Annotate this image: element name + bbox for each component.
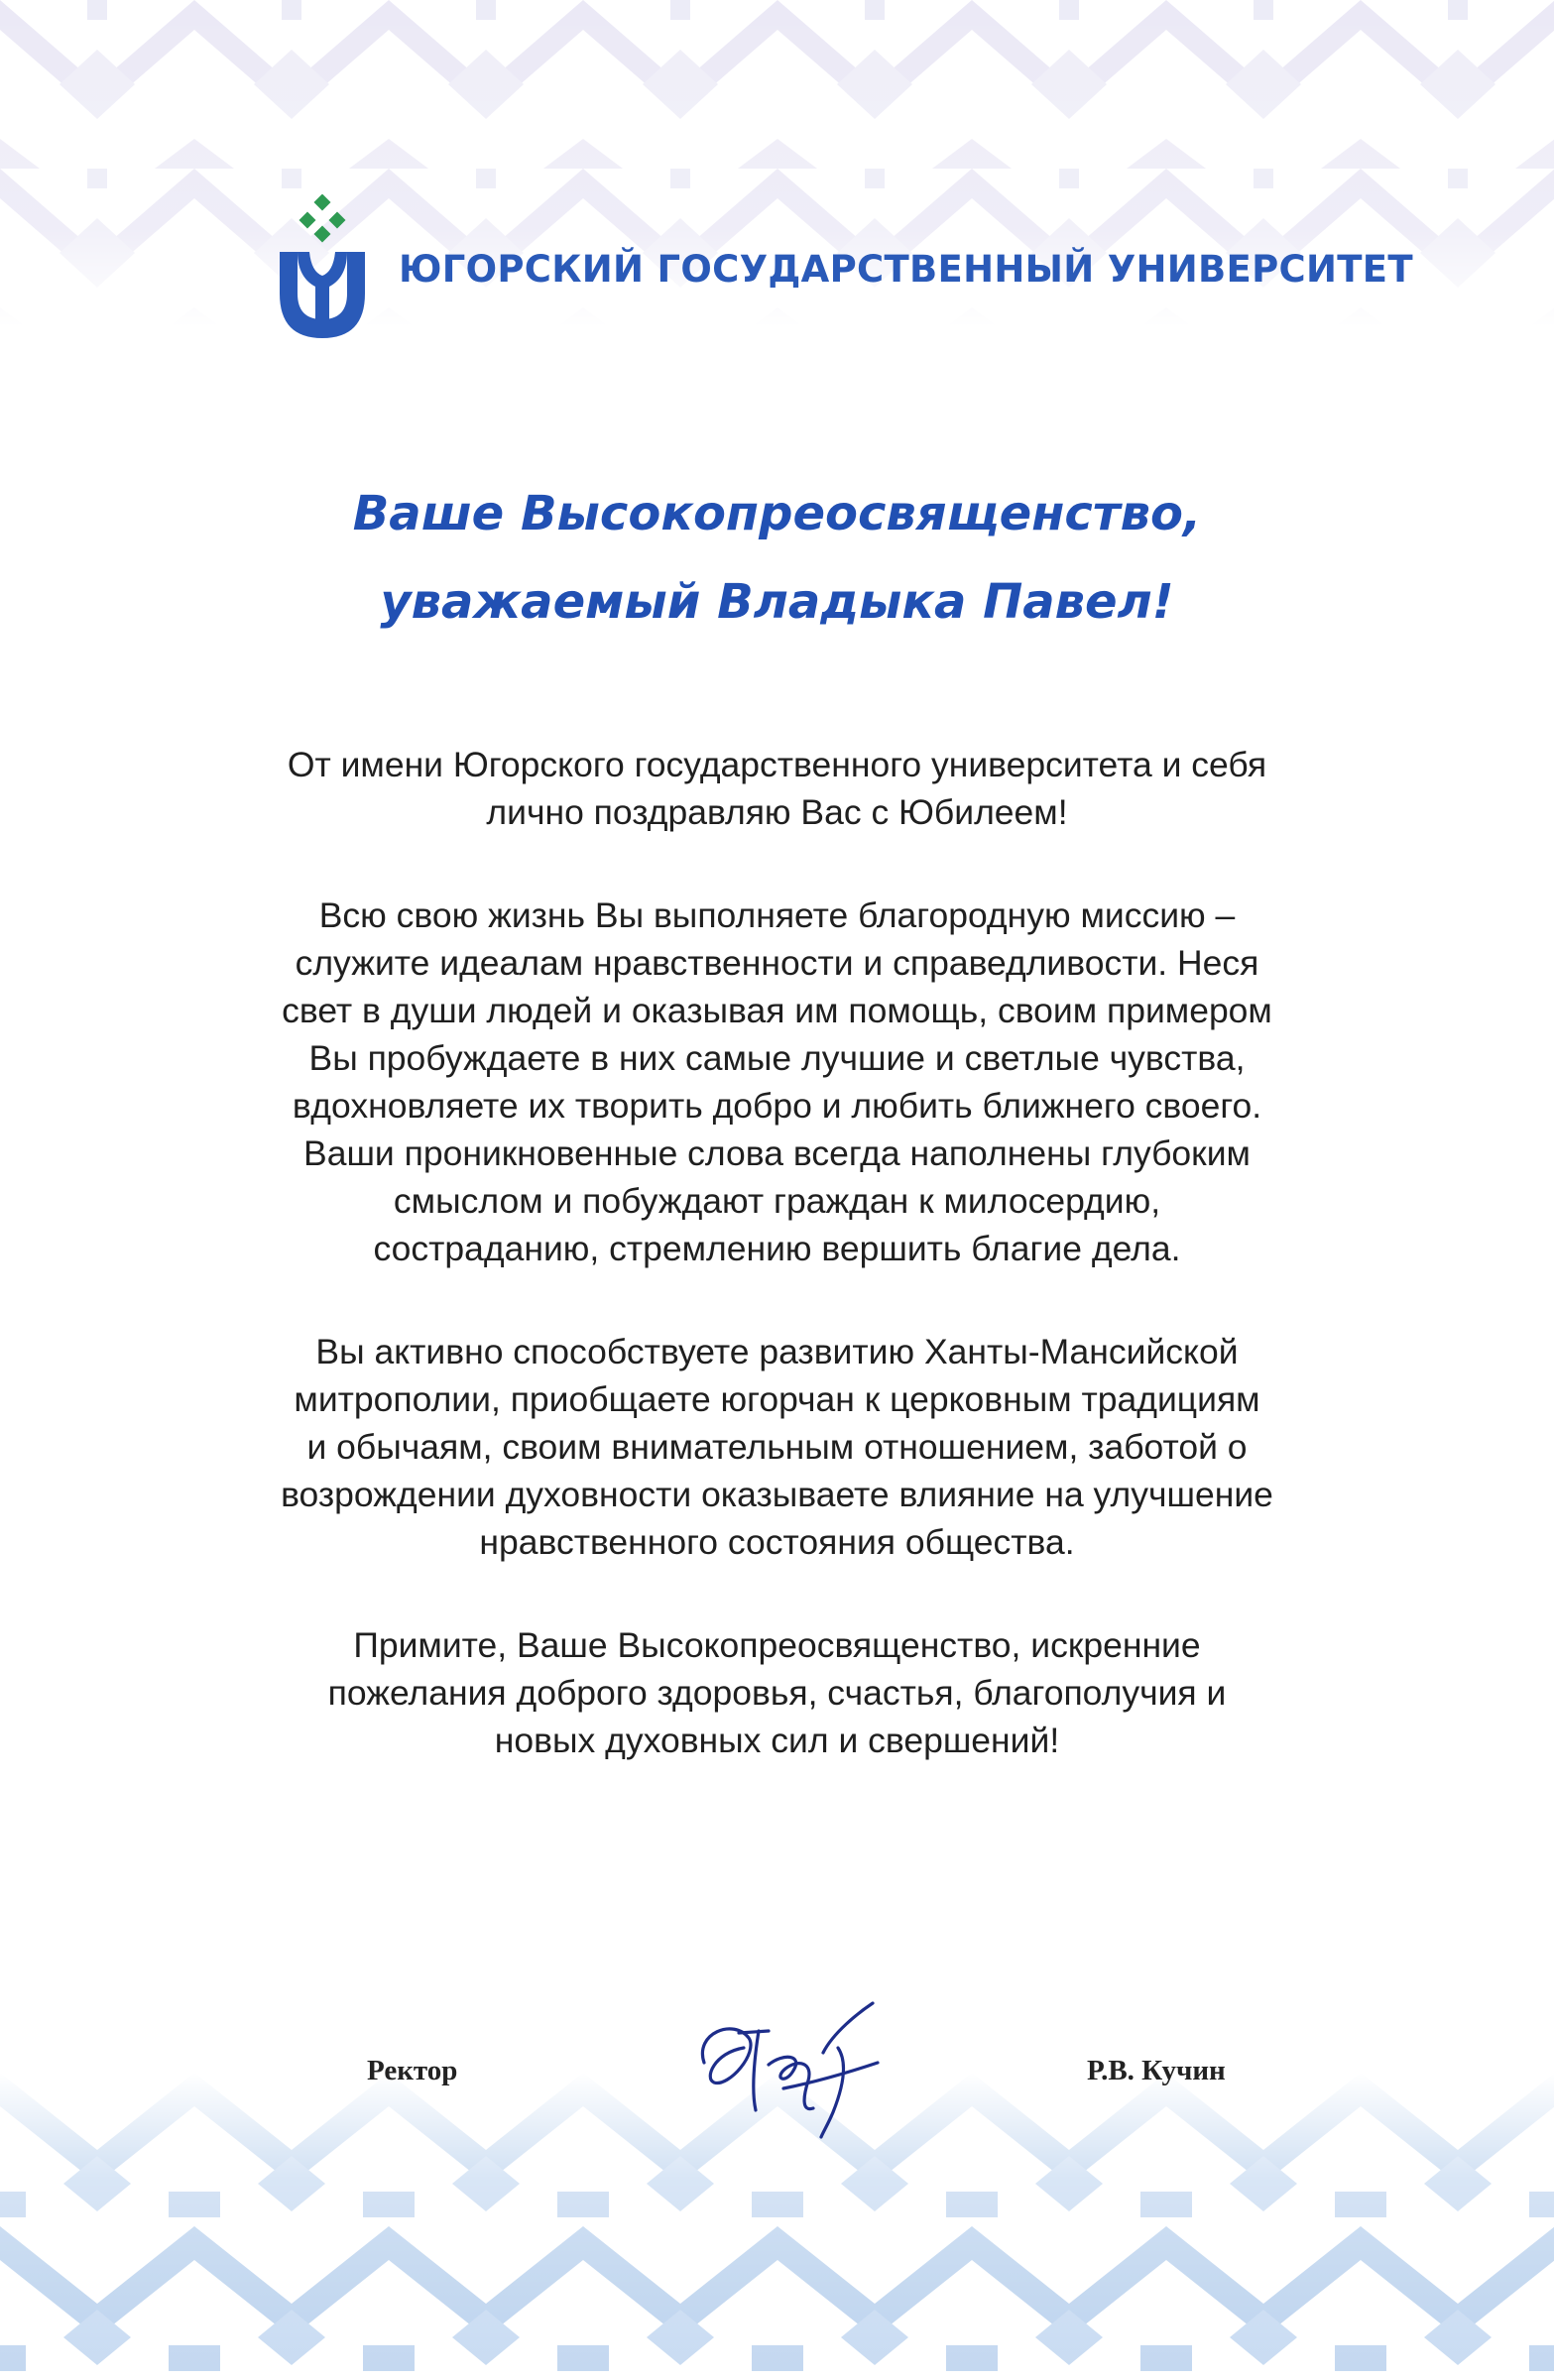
university-name: ЮГОРСКИЙ ГОСУДАРСТВЕННЫЙ УНИВЕРСИТЕТ [399,247,1413,291]
body-paragraph: Вы активно способствуете развитию Ханты-Мансийской митрополии, приобщаете югорчан к церковным традициям и обычаям, своим внимательным отношением, заботой о возрождении духовности оказываете влияние на улучшение нравственного состояния общества. [281,1332,1273,1562]
signer-name: Р.В. Кучин [1087,2055,1226,2086]
body-paragraph: От имени Югорского государственного университета и себя лично поздравляю Вас с Юбилеем! [287,745,1267,832]
university-logo-icon [268,194,377,343]
greeting-line-2: уважаемый Владыка Павел! [380,574,1174,630]
body-paragraph: Примите, Ваше Высокопреосвященство, искренние пожелания доброго здоровья, счастья, благополучия и новых духовных сил и свершений! [327,1625,1227,1760]
greeting-line-1: Ваше Высокопреосвященство, [352,486,1202,541]
greeting-title [0,470,1554,647]
university-header [268,194,1413,343]
signature-block [0,1993,1554,2152]
body-paragraph: Всю свою жизнь Вы выполняете благородную миссию – служите идеалам нравственности и справедливости. Неся свет в души людей и оказывая им помощь, своим примером Вы пробуждаете в них самые лучшие и светлые чувства, вдохновляете их творить добро и любить ближнего своего. Ваши проникновенные слова всегда наполнены глубоким смыслом и побуждают граждан к милосердию, состраданию, стремлению вершить благие дела. [282,895,1272,1268]
handwritten-signature [674,1993,912,2142]
signer-role: Ректор [367,2055,458,2086]
letter-body [139,741,1415,1820]
